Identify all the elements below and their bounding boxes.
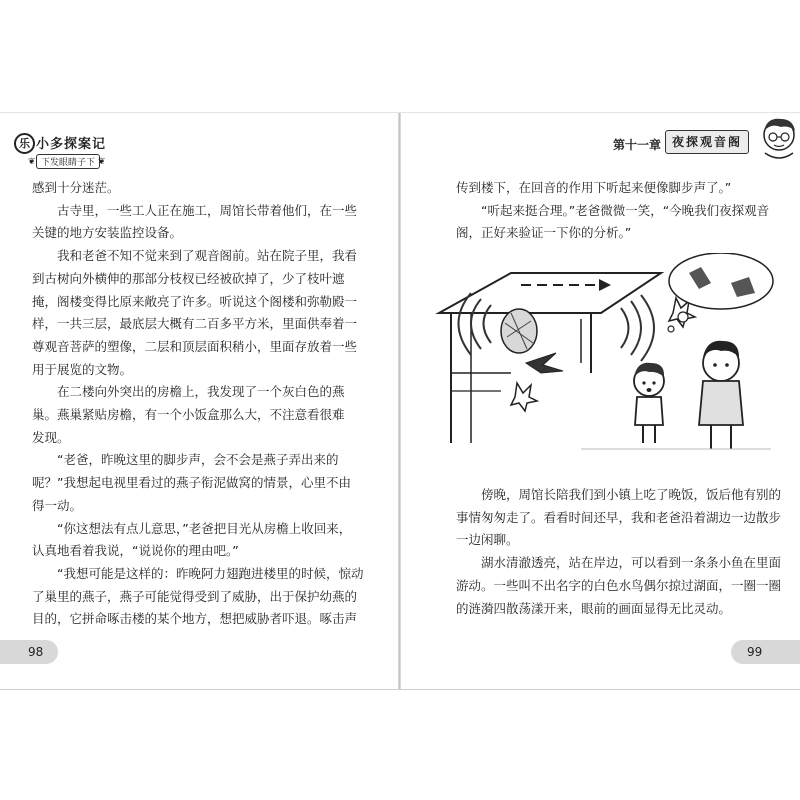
- text-line: 的涟漪四散荡漾开来，眼前的画面显得无比灵动。: [456, 600, 732, 616]
- text-line: 到古树向外横伸的那部分枝杈已经被砍掉了，少了枝叶遮: [32, 270, 345, 286]
- leaf-ornament-icon: ❦: [98, 157, 106, 167]
- text-line: “听起来挺合理。”老爸微微一笑，“今晚我们夜探观音: [481, 202, 770, 218]
- text-line: 巢。燕巢紧贴房檐，有一个小饭盒那么大，不注意看很难: [32, 407, 345, 423]
- text-line: 湖水清澈透亮，站在岸边，可以看到一条条小鱼在里面: [481, 555, 782, 571]
- text-line: 认真地看着我说，“说说你的理由吧。”: [32, 543, 239, 559]
- text-line: 了巢里的燕子，燕子可能觉得受到了威胁，出于保护幼燕的: [32, 588, 358, 604]
- page-number-left: 98: [0, 640, 58, 664]
- chapter-label: 第十一章: [613, 138, 662, 152]
- text-line: “老爸，昨晚这里的脚步声，会不会是燕子弄出来的: [57, 452, 339, 468]
- text-line: 事情匆匆走了。看看时间还早，我和老爸沿着湖边一边散步: [456, 509, 782, 525]
- left-page: [0, 113, 398, 689]
- text-line: 呢？”我想起电视里看过的燕子衔泥做窝的情景，心里不由: [32, 475, 351, 491]
- text-line: 目的，它拼命啄击楼的某个地方，想把威胁者吓退。啄击声: [32, 611, 358, 627]
- left-body-text: [32, 177, 370, 631]
- text-line: 我和老爸不知不觉来到了观音阁前。站在院子里，我看: [57, 248, 358, 264]
- series-title: 小多探案记: [36, 137, 107, 152]
- text-line: 用于展览的文物。: [32, 361, 133, 377]
- text-line: 一边闲聊。: [456, 532, 519, 548]
- text-line: 傍晚，周馆长陪我们到小镇上吃了晚饭，饭后他有别的: [481, 487, 782, 502]
- detective-portrait-icon: [753, 113, 800, 161]
- page-number-right: 99: [731, 640, 800, 664]
- text-line: 样，一共三层，最底层大概有二百多平方米，里面供奉着一: [32, 316, 358, 332]
- chapter-title: 夜探观音阁: [665, 130, 749, 154]
- text-line: 游动。一些叫不出名字的白色水鸟偶尔掠过湖面，一圈一圈: [456, 577, 782, 593]
- text-line: 尊观音菩萨的塑像，二层和顶层面积稍小，里面存放着一些: [32, 338, 358, 354]
- text-line: 发现。: [32, 429, 70, 445]
- right-body-text-top: [456, 177, 781, 245]
- text-line: “你这想法有点儿意思，”老爸把目光从房檐上收回来，: [57, 520, 352, 536]
- right-page: [401, 113, 800, 689]
- text-line: 掩，阁楼变得比原来敞亮了许多。听说这个阁楼和弥勒殿一: [32, 293, 358, 309]
- text-line: 古寺里，一些工人正在施工，周馆长带着他们，在一些: [57, 202, 358, 218]
- text-line: 传到楼下，在回音的作用下听起来便像脚步声了。”: [456, 180, 732, 195]
- illustration: [431, 253, 781, 453]
- text-line: 在二楼向外突出的房檐上，我发现了一个灰白色的燕: [57, 384, 345, 400]
- text-line: 得一动。: [32, 497, 83, 513]
- series-subtitle: 下发眼睛子下: [36, 154, 100, 169]
- text-line: 阁，正好来验证一下你的分析。”: [456, 225, 632, 241]
- series-logo-badge: 乐: [14, 133, 35, 154]
- right-body-text-bottom: [456, 484, 781, 620]
- text-line: “我想可能是这样的：昨晚阿力翅跑进楼里的时候，惊动: [57, 565, 364, 581]
- book-spread: [0, 112, 800, 690]
- leaf-ornament-icon: ❦: [28, 157, 36, 167]
- text-line: 感到十分迷茫。: [32, 180, 120, 195]
- text-line: 关键的地方安装监控设备。: [32, 225, 183, 241]
